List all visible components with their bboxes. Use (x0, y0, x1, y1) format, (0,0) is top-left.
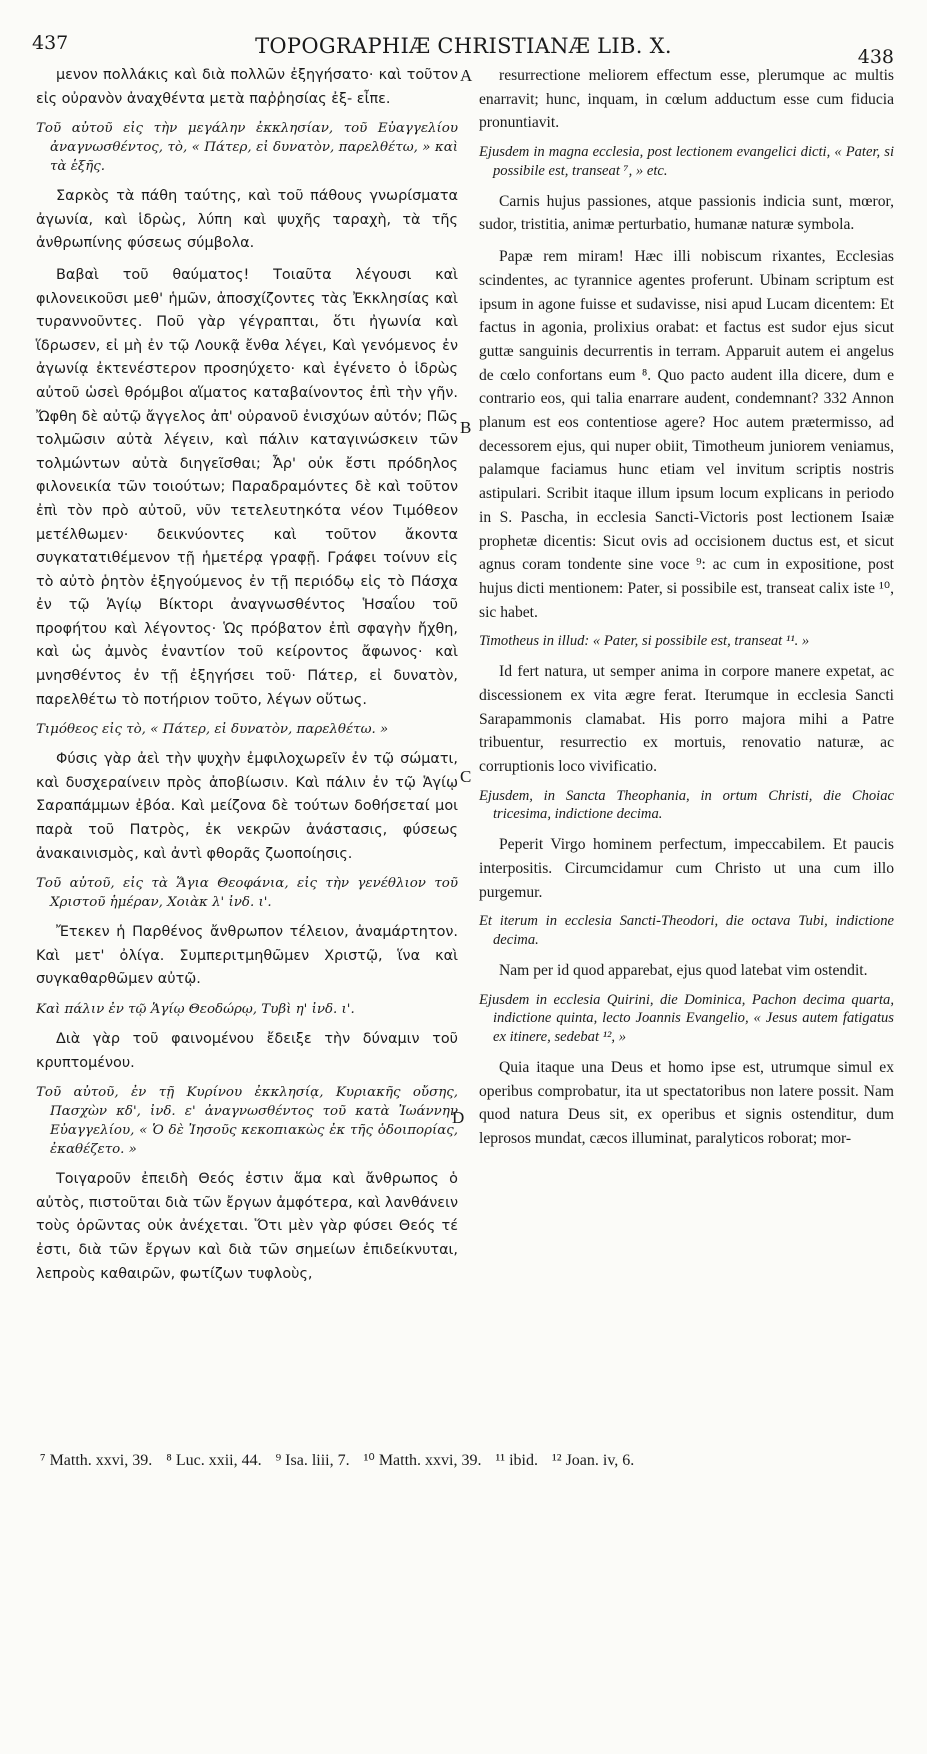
latin-paragraph: Quia itaque una Deus et homo ipse est, utrumque simul ex operibus comprobatur, ita ut spectatoribus non latere possit. Nam quod natura Deus sit, ex operibus et signis ostenditur, dum leprosos mundat, cæcos illuminat, paralyticos roborat; mor- (479, 1059, 894, 1148)
latin-column (479, 64, 894, 1754)
greek-heading: Τοῦ αὐτοῦ εἰς τὴν μεγάλην ἐκκλησίαν, τοῦ Εὐαγγελίου ἀναγνωσθέντος, τὸ, « Πάτερ, εἰ δυνατὸν, παρελθέτω, » καὶ τὰ ἑξῆς. (36, 121, 458, 175)
greek-paragraph: Βαβαὶ τοῦ θαύματος! Τοιαῦτα λέγουσι καὶ φιλονεικοῦσι μεθ' ἡμῶν, ἀποσχίζοντες τὰς Ἐκκλησίας καὶ τυραννοῦντες. Ποῦ γὰρ γέγραπται, ὅτι ἠγωνία καὶ ἵδρωσεν, εἰ μὴ ἐν τῷ Λουκᾷ ἔνθα λέγει, Καὶ γενόμενος ἐν ἀγωνίᾳ ἐκτενέστερον προσηύχετο· καὶ ἐγένετο ὁ ἱδρὼς αὐτοῦ ὡσεὶ θρόμβοι αἵματος καταβαίνοντος ἐπὶ τὴν γῆν. Ὤφθη δὲ αὐτῷ ἄγγελος ἀπ' οὐρανοῦ ἐνισχύων αὐτόν; Πῶς τολμῶσιν αὐτὰ λέγειν, καὶ πάλιν καταγινώσκειν τῶν τολμώντων αὐτὰ διηγεῖσθαι; Ἆρ' οὐκ ἔστι πρόδηλος φιλονεικία τῶν τοιούτων; Παραδραμόντες δὲ καὶ τοῦτον ἐπὶ τὸν πρὸ αὐτοῦ, νῦν τετελευτηκότα νέον Τιμόθεον μετέλθωμεν· δεικνύοντες καὶ τοῦτον ἄκοντα συγκατατιθέμενον τῇ ἡμετέρᾳ γραφῇ. Γράφει τοίνυν εἰς τὸ αὐτὸ ῥητὸν ἐξηγούμενος ἐν τῇ περιόδῳ εἰς τὸ Πάσχα ἐν τῷ Ἁγίῳ Βίκτορι ἀναγνωσθέντος Ἡσαΐου τοῦ προφήτου καὶ λέγοντος· Ὡς πρόβατον ἐπὶ σφαγὴν ἤχθη, καὶ ὡς ἀμνὸς ἐναντίον τοῦ κείροντος ἄφωνος· καὶ μνησθέντος ἐν τῇ ἐξηγήσει τοῦ· Πάτερ, εἰ δυνατὸν, παρελθέτω τὸ ποτήριον τοῦτο, λέγων οὕτως. (36, 266, 458, 708)
latin-paragraph: Nam per id quod apparebat, ejus quod latebat vim ostendit. (499, 961, 868, 979)
greek-paragraph: Διὰ γὰρ τοῦ φαινομένου ἔδειξε τὴν δύναμιν τοῦ κρυπτομένου. (36, 1031, 458, 1071)
greek-heading: Τιμόθεος εἰς τὸ, « Πάτερ, εἰ δυνατὸν, παρελθέτω. » (36, 722, 389, 738)
latin-paragraph: Papæ rem miram! Hæc illi nobiscum rixantes, Ecclesias scindentes, ac tyrannice agentes proferunt. Ubinam scriptum est ipsum in agone fuisse et sudavisse, nisi apud Lucam dicentem: Et factus in agonia, prolixius orabat: et factus est sudor ejus sicut guttæ sanguinis decurrentis in terram. Apparuit autem ei angelus de cœlo confortans eum ⁸. Quo pacto audent illa dicere, dum e contrario eos, qui talia enarrare audent, condemnant? 332 Annon planum est eos contentiose agere? Hoc autem prætermisso, ad decessorem ejus, qui nuper obiit, Timotheum juniorem veniamus, palamque faciamus hunc etiam vel invitum scriptis nostris astipulari. Scribit itaque illum ipsum locum explicans in periodo in S. Pascha, in ecclesia Sancti-Victoris post lectionem Isaiæ prophetæ dicentis: Sicut ovis ad occisionem ductus est, et sicut agnus coram tondente sine voce ⁹: ac cum in expositione, post hujus dicti mentionem: Pater, si possibile est, transeat calix iste ¹⁰, sic habet. (479, 248, 894, 621)
latin-paragraph: Id fert natura, ut semper anima in corpore manere expetat, ac discessionem ex vita ægre ferat. Iterumque in ecclesia Sancti Sarapammonis clamabat. His porro majora mihi a Patre tribuentur, resurrectio ex mortuis, renovatio naturæ, ac corruptionis loco vivificatio. (479, 663, 894, 775)
greek-paragraph: Τοιγαροῦν ἐπειδὴ Θεός ἐστιν ἅμα καὶ ἄνθρωπος ὁ αὐτὸς, πιστοῦται διὰ τῶν ἔργων ἀμφότερα, καὶ λανθάνειν τοὺς ὁρῶντας οὐκ ἀνέχεται. Ὅτι μὲν γὰρ φύσει Θεός τέ ἐστι, διὰ τῶν ἔργων καὶ διὰ τῶν σημείων ἐπιδείκνυται, λεπροὺς καθαιρῶν, φωτίζων τυφλοὺς, (36, 1171, 458, 1282)
page-number-left: 437 (32, 32, 69, 54)
latin-heading: Ejusdem in ecclesia Quirini, die Dominica, Pachon decima quarta, indictione quinta, lecto Joannis Evangelio, « Jesus autem fatigatus ex itinere, sedebat ¹², » (479, 991, 894, 1046)
latin-heading: Ejusdem, in Sancta Theophania, in ortum Christi, die Choiac tricesima, indictione decima. (479, 787, 894, 823)
latin-heading: Ejusdem in magna ecclesia, post lectionem evangelici dicti, « Pater, si possibile est, transeat ⁷, » etc. (479, 144, 894, 179)
latin-paragraph: resurrectione meliorem effectum esse, plerumque ac multis enarravit; hunc, inquam, in cœlum adductum esse cum fiducia pronuntiavit. (479, 67, 894, 132)
margin-letter-a: A (460, 66, 473, 85)
latin-paragraph: Carnis hujus passiones, atque passionis indicia sunt, mœror, sudor, tristitia, animæ perturbatio, humanæ naturæ symbola. (479, 192, 894, 234)
greek-heading: Τοῦ αὐτοῦ, εἰς τὰ Ἅγια Θεοφάνια, εἰς τὴν γενέθλιον τοῦ Χριστοῦ ἡμέραν, Χοιὰκ λ' ἰνδ. ι'. (36, 876, 458, 911)
footnote: ¹² Joan. iv, 6. (551, 1452, 635, 1469)
latin-paragraph: Peperit Virgo hominem perfectum, impeccabilem. Et paucis interpositis. Circumcidamur cum Christo ut una cum illo purgemur. (479, 836, 894, 901)
footnote: ⁹ Isa. liii, 7. (275, 1452, 350, 1469)
greek-paragraph: μενον πολλάκις καὶ διὰ πολλῶν ἐξηγήσατο· καὶ τοῦτον εἰς οὐρανὸν ἀναχθέντα μετὰ παῤῥησίας ἐξ- εἶπε. (36, 67, 458, 107)
page-number-right: 438 (857, 46, 894, 68)
margin-letter-c: C (460, 767, 472, 786)
margin-letter-b: B (460, 418, 472, 437)
running-title: TOPOGRAPHIÆ CHRISTIANÆ LIB. X. (255, 34, 672, 58)
latin-heading: Et iterum in ecclesia Sancti-Theodori, die octava Tubi, indictione decima. (479, 913, 894, 949)
footnote: ¹⁰ Matth. xxvi, 39. (363, 1452, 482, 1469)
footnote: ⁷ Matth. xxvi, 39. (40, 1452, 153, 1469)
margin-letter-d: D (452, 1108, 465, 1127)
page-header (0, 28, 927, 68)
greek-heading: Καὶ πάλιν ἐν τῷ Ἁγίῳ Θεοδώρῳ, Τυβὶ η' ἰνδ. ι'. (36, 1002, 355, 1017)
footnote: ⁸ Luc. xxii, 44. (166, 1452, 262, 1469)
greek-paragraph: Φύσις γὰρ ἀεὶ τὴν ψυχὴν ἐμφιλοχωρεῖν ἐν τῷ σώματι, καὶ δυσχεραίνειν πρὸς ἀποβίωσιν. Καὶ πάλιν ἐν τῷ Ἁγίῳ Σαραπάμμων ἐβόα. Καὶ μείζονα δὲ τούτων δοθήσεταί μοι παρὰ τοῦ Πατρὸς, ἐκ νεκρῶν ἀνάστασις, φύσεως ἀνακαινισμὸς, καὶ ἀντὶ φθορᾶς ζωοποίησις. (36, 751, 458, 862)
greek-paragraph: Σαρκὸς τὰ πάθη ταύτης, καὶ τοῦ πάθους γνωρίσματα ἀγωνία, καὶ ἱδρὼς, λύπη καὶ ψυχῆς ταραχὴ, τὰ τῆς ἀνθρωπίνης φύσεως σύμβολα. (36, 188, 458, 252)
greek-column (36, 64, 458, 1754)
greek-paragraph: Ἔτεκεν ἡ Παρθένος ἄνθρωπον τέλειον, ἀναμάρτητον. Καὶ μετ' ὀλίγα. Συμπεριτμηθῶμεν Χριστῷ, ἵνα καὶ συγκαθαρθῶμεν αὐτῷ. (36, 924, 458, 988)
greek-heading: Τοῦ αὐτοῦ, ἐν τῇ Κυρίνου ἐκκλησίᾳ, Κυριακῆς οὔσης, Πασχὼν κδ', ἰνδ. ε' ἀναγνωσθέντος τοῦ κατὰ Ἰωάννην Εὐαγγελίου, « Ὁ δὲ Ἰησοῦς κεκοπιακὼς ἐκ τῆς ὁδοιπορίας, ἐκαθέζετο. » (36, 1085, 458, 1158)
latin-heading: Timotheus in illud: « Pater, si possibile est, transeat ¹¹. » (479, 633, 810, 650)
footnotes (40, 1450, 900, 1470)
footnote: ¹¹ ibid. (495, 1452, 538, 1469)
